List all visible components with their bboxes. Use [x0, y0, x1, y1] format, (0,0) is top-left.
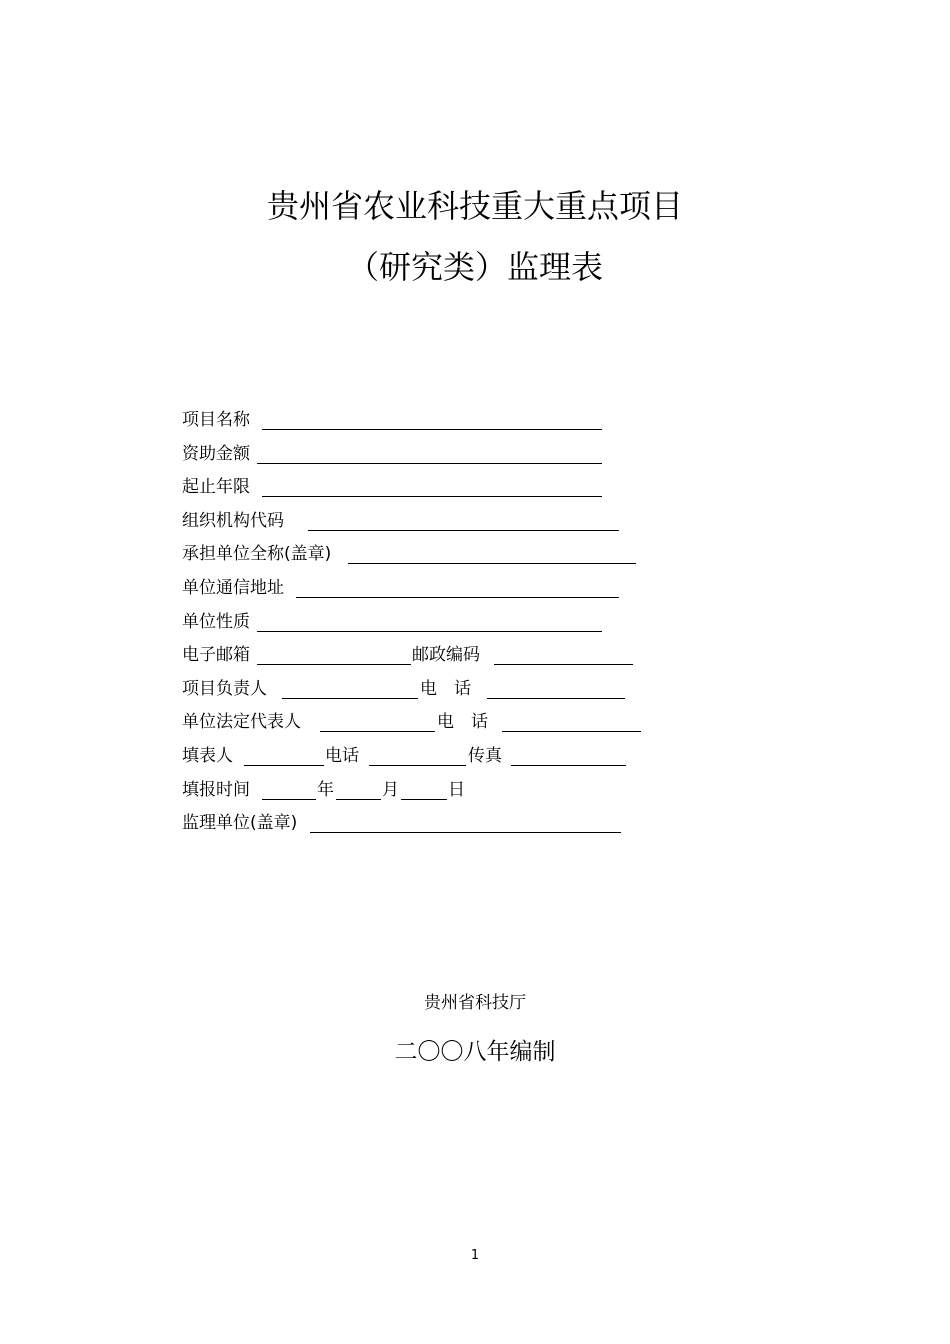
- info-form: [182, 405, 782, 842]
- field-unit-nature[interactable]: [257, 631, 602, 632]
- label-period: 起止年限: [182, 477, 250, 498]
- document-title-line1: 贵州省农业科技重大重点项目: [266, 187, 683, 225]
- field-undertaking-unit[interactable]: [348, 563, 636, 564]
- row-unit-address: [182, 573, 782, 607]
- field-funding-amount[interactable]: [257, 463, 602, 464]
- row-period: [182, 472, 782, 506]
- label-postcode: 邮政编码: [412, 645, 480, 666]
- label-day: 日: [448, 779, 465, 800]
- label-undertaking-unit: 承担单位全称(盖章): [182, 544, 332, 565]
- label-unit-address: 单位通信地址: [182, 577, 284, 598]
- label-year: 年: [317, 779, 334, 800]
- compile-year: 二〇〇八年编制: [394, 1039, 556, 1065]
- label-unit-nature: 单位性质: [182, 611, 250, 632]
- field-org-code[interactable]: [308, 530, 619, 531]
- row-undertaking-unit: [182, 539, 782, 573]
- label-fax: 传真: [468, 745, 502, 766]
- field-year[interactable]: [262, 799, 316, 800]
- label-project-name: 项目名称: [182, 410, 250, 430]
- row-funding-amount: [182, 439, 782, 473]
- row-supervisor-unit: [182, 808, 782, 842]
- label-funding-amount: 资助金额: [182, 443, 250, 464]
- label-leader-phone: 电 话: [420, 678, 471, 699]
- field-supervisor-unit[interactable]: [310, 832, 621, 833]
- label-month: 月: [382, 779, 399, 800]
- row-unit-nature: [182, 607, 782, 641]
- row-project-leader: [182, 674, 782, 708]
- field-legal-rep-phone[interactable]: [502, 731, 641, 732]
- field-period[interactable]: [262, 496, 602, 497]
- field-unit-address[interactable]: [296, 597, 619, 598]
- row-fill-date: [182, 775, 782, 809]
- field-filler[interactable]: [244, 765, 324, 766]
- label-filler: 填表人: [182, 745, 233, 766]
- page-number: 1: [470, 1248, 480, 1263]
- field-month[interactable]: [336, 799, 381, 800]
- row-org-code: [182, 506, 782, 540]
- row-project-name: [182, 405, 782, 439]
- label-org-code: 组织机构代码: [182, 510, 284, 531]
- row-email-postcode: [182, 640, 782, 674]
- label-email: 电子邮箱: [182, 645, 250, 666]
- label-legal-rep-phone: 电 话: [437, 712, 488, 733]
- document-title-line2: （研究类）监理表: [346, 248, 603, 286]
- row-legal-rep: [182, 707, 782, 741]
- field-day[interactable]: [401, 799, 447, 800]
- label-legal-rep: 单位法定代表人: [182, 712, 301, 733]
- label-project-leader: 项目负责人: [182, 678, 267, 699]
- field-fax[interactable]: [511, 765, 626, 766]
- field-legal-rep[interactable]: [320, 731, 435, 732]
- label-filler-phone: 电话: [325, 745, 359, 766]
- row-filler: [182, 741, 782, 775]
- label-fill-date: 填报时间: [182, 779, 250, 800]
- issuer-name: 贵州省科技厅: [424, 993, 526, 1013]
- field-postcode[interactable]: [494, 664, 633, 665]
- field-filler-phone[interactable]: [369, 765, 466, 766]
- label-supervisor-unit: 监理单位(盖章): [182, 813, 298, 834]
- field-project-name[interactable]: [262, 429, 602, 430]
- field-project-leader[interactable]: [282, 698, 418, 699]
- field-email[interactable]: [257, 664, 411, 665]
- field-leader-phone[interactable]: [487, 698, 625, 699]
